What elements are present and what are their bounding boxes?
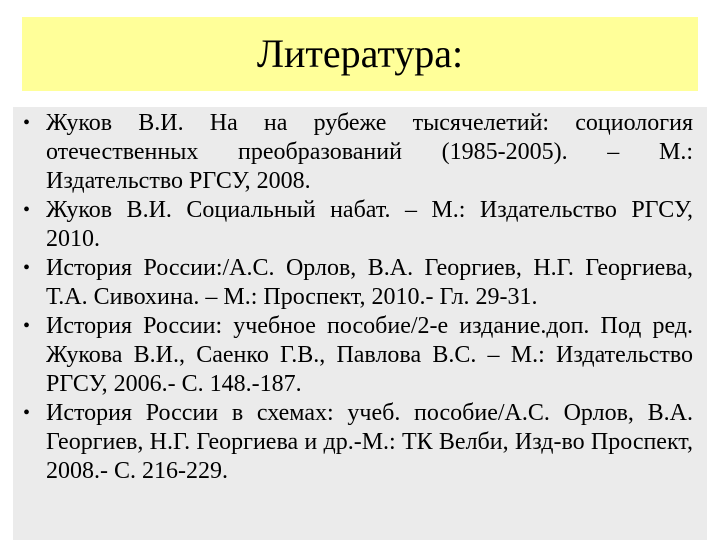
bullet-icon: • <box>23 402 31 424</box>
reference-item <box>13 254 707 312</box>
bullet-icon: • <box>23 257 31 279</box>
reference-text: Жуков В.И. Социальный набат. – М.: Издательство РГСУ, 2010. <box>46 197 693 252</box>
references-list <box>13 109 707 486</box>
reference-text: История России: учебное пособие/2-е издание.доп. Под ред. Жукова В.И., Саенко Г.В., Павлова В.С. – М.: Издательство РГСУ, 2006.- С. 148.-187. <box>46 313 693 397</box>
bullet-icon: • <box>23 112 31 134</box>
reference-text: История России:/А.С. Орлов, В.А. Георгиев, Н.Г. Георгиева, Т.А. Сивохина. – М.: Проспект, 2010.- Гл. 29-31. <box>46 255 693 310</box>
slide-title: Литература: <box>256 31 464 76</box>
title-box <box>22 17 698 91</box>
reference-item <box>13 109 707 196</box>
reference-text: История России в схемах: учеб. пособие/А.С. Орлов, В.А. Георгиев, Н.Г. Георгиева и др.-М.: ТК Велби, Изд-во Проспект, 2008.- С. 216-229. <box>46 400 693 484</box>
reference-item <box>13 312 707 399</box>
bullet-icon: • <box>23 199 31 221</box>
reference-item <box>13 196 707 254</box>
references-box <box>13 107 707 540</box>
reference-text: Жуков В.И. На на рубеже тысячелетий: социология отечественных преобразований (1985-2005). – М.: Издательство РГСУ, 2008. <box>46 110 693 194</box>
reference-item <box>13 399 707 486</box>
bullet-icon: • <box>23 315 31 337</box>
